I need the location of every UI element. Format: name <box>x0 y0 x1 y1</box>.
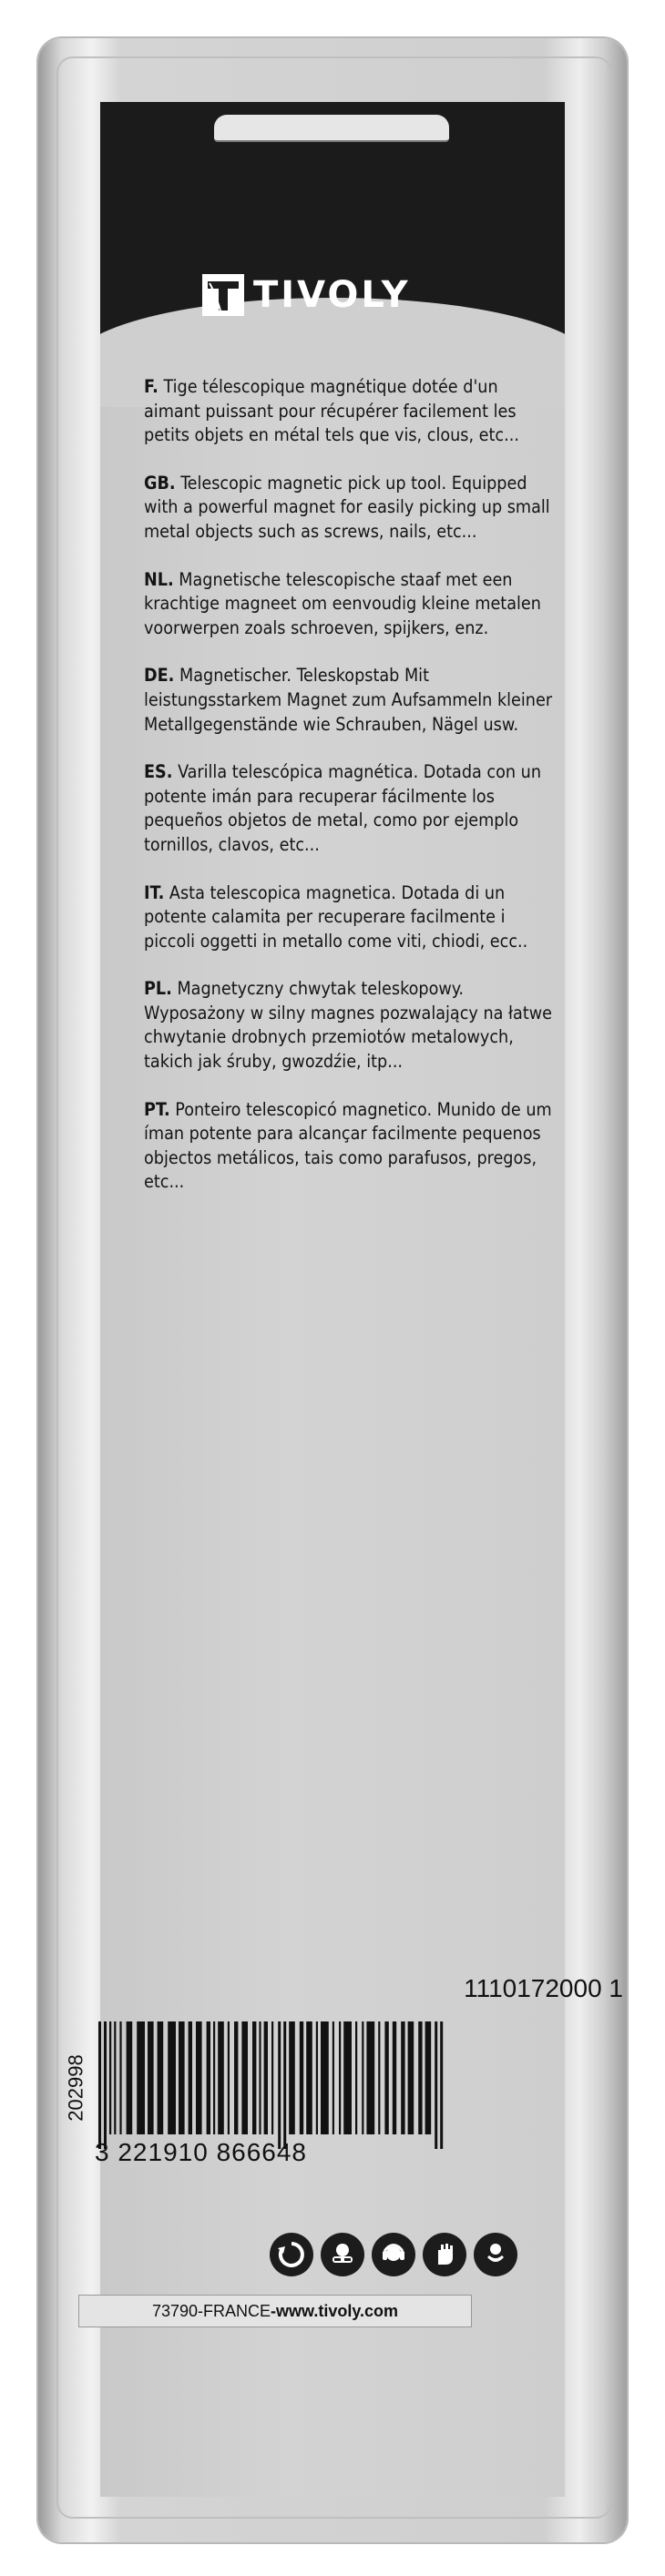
description-it: IT. Asta telescopica magnetica. Dotada di un potente calamita per recuperare facilmente i piccoli oggetti in metallo come viti, chiodi, ecc.. <box>144 881 528 952</box>
description-nl: NL. Magnetische telescopische staaf met een krachtige magneet om eenvoudig kleine metalen voorwerpen zoals schroeven, spijkers, enz. <box>144 568 541 638</box>
brand-name: TIVOLY <box>253 274 411 316</box>
hang-hole <box>214 115 449 142</box>
brand-logo <box>202 271 411 319</box>
website-link: www.tivoly.com <box>276 2301 399 2320</box>
description-pl: PL. Magnetyczny chwytak teleskopowy. Wyposażony w silny magnes pozwalający na łatwe chwytanie drobnych przemiotów metalowych, takich jak śruby, gwozdźie, itp... <box>144 978 552 1073</box>
footer-address: 73790 - FRANCE - www.tivoly.com <box>78 2295 472 2327</box>
product-code: 1110172000 1 <box>464 1974 623 2002</box>
ean-number: 3 221910 866648 <box>95 2138 307 2166</box>
description-es: ES. Varilla telescópica magnética. Dotada con un potente imán para recuperar fácilmente los pequeños objetos de metal, como por ejemplo tornillos, clavos, etc... <box>144 761 542 855</box>
barcode-side-number: 202998 <box>65 2054 88 2122</box>
description-list <box>144 375 554 1218</box>
description-pt: PT. Ponteiro telescopicó magnetico. Munido de um íman potente para alcançar facilmente pequenos objectos metálicos, tais como parafusos, pregos, etc... <box>144 1098 552 1193</box>
tivoly-logo-icon <box>202 274 244 316</box>
description-f: F. Tige télescopique magnétique dotée d'un aimant puissant pour récupérer facilement les petits objets en métal tels que vis, clous, etc... <box>144 376 519 446</box>
safety-glasses-icon <box>321 2233 364 2276</box>
recycle-icon <box>270 2233 313 2276</box>
gloves-icon <box>423 2233 466 2276</box>
dust-mask-icon <box>474 2233 517 2276</box>
description-de: DE. Magnetischer. Teleskopstab Mit leistungsstarkem Magnet zum Aufsammeln kleiner Metallgegenstände wie Schrauben, Nägel usw. <box>144 665 553 735</box>
safety-icons <box>270 2233 517 2276</box>
ear-protection-icon <box>372 2233 415 2276</box>
description-gb: GB. Telescopic magnetic pick up tool. Equipped with a powerful magnet for easily picking up small metal objects such as screws, nails, etc... <box>144 472 550 542</box>
